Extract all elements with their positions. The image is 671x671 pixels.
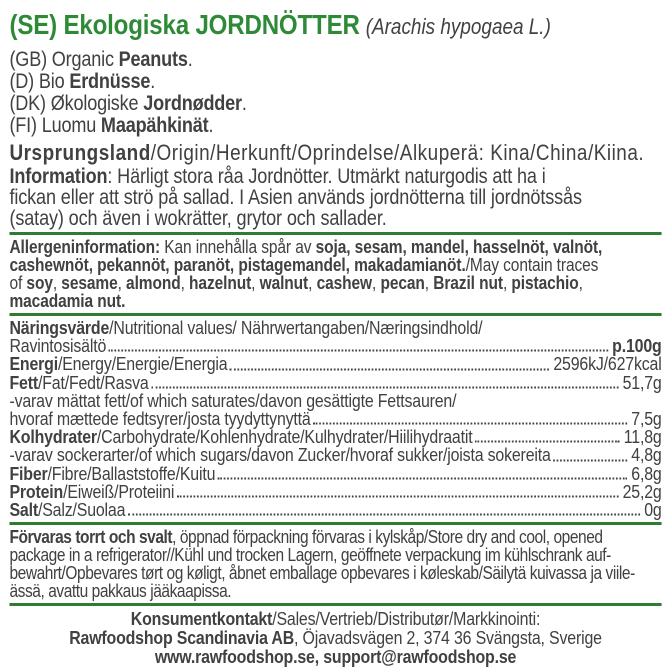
text-line: [9, 93, 661, 115]
text-segment: /Carbohydrate/Kohlenhydrate/Kulhydrater/Hiilihydraatit: [96, 426, 473, 448]
text-segment: -varav sockerarter/of which sugars/davon Zucker/hvoraf sukker/joista sokereita: [9, 444, 551, 466]
text-segment: soy: [26, 273, 53, 293]
information-paragraph: [9, 166, 661, 229]
text-segment: fickan eller att strö på sallad. I Asien används jordnötterna till jordnötssås: [9, 186, 582, 209]
text-segment: /Nutritional values/ Nährwertangaben/Næringsindhold/: [109, 317, 483, 338]
text-segment: cashew: [316, 273, 373, 293]
text-segment: .: [150, 70, 156, 93]
text-segment: /Fat/Fedt/Rasva: [37, 371, 149, 393]
dot-leader: [109, 350, 608, 352]
text-segment: Ravintosisältö: [9, 335, 107, 357]
text-segment: ,: [251, 273, 260, 293]
text-segment: /Salz/Suolaa: [37, 499, 126, 521]
nutrition-line: [9, 319, 661, 337]
text-segment: soja, sesam, mandel, hasselnöt, valnöt,: [315, 237, 603, 257]
nutrition-row: [9, 355, 661, 373]
text-segment: Maapähkinät: [100, 114, 209, 137]
text-line: [9, 71, 661, 93]
text-segment: walnut: [259, 273, 309, 293]
text-segment: Kolhydrater: [9, 426, 97, 448]
text-line: [9, 141, 661, 164]
text-line: [9, 166, 661, 187]
text-segment: package in a refrigerator//Kühl und trocken Lagern, geöffnete verpackung im kühlschrank auf-: [9, 545, 611, 566]
nutrition-value: 0g: [644, 499, 662, 521]
contact-info: [9, 609, 661, 666]
divider-rule: [9, 603, 661, 606]
text-segment: Fiber: [9, 462, 48, 484]
text-segment: Protein: [9, 480, 64, 502]
nutrition-value: 25,2g: [622, 480, 662, 502]
nutrition-value: 51,7g: [622, 371, 662, 393]
text-line: [9, 609, 661, 628]
text-segment: Ursprungsland: [9, 140, 151, 165]
dot-leader: [313, 423, 627, 425]
divider-rule: [9, 522, 661, 525]
nutrition-table: [9, 319, 661, 519]
nutrition-row: [9, 446, 661, 464]
text-line: [9, 582, 661, 600]
text-line: [9, 208, 661, 229]
nutrition-value: p.100g: [612, 335, 662, 357]
text-segment: ,: [578, 273, 583, 293]
text-line: [9, 238, 661, 256]
dot-leader: [553, 459, 627, 461]
nutrition-value: 11,8g: [623, 426, 662, 448]
text-segment: ,: [117, 273, 127, 293]
text-segment: /May contain traces: [465, 255, 599, 275]
dot-leader: [151, 386, 618, 388]
text-segment: ,: [502, 273, 512, 293]
text-line: [9, 292, 661, 310]
text-segment: Peanuts: [118, 48, 188, 71]
text-segment: almond: [126, 273, 181, 293]
text-segment: Förvaras torrt och svalt: [9, 527, 173, 548]
text-segment: Information: [9, 165, 108, 188]
nutrition-value: 6,8g: [631, 462, 662, 484]
text-segment: /Eiweiß/Proteiini: [63, 480, 175, 502]
text-line: [9, 274, 661, 292]
text-line: [9, 546, 661, 564]
text-segment: hazelnut: [189, 273, 252, 293]
text-segment: Näringsvärde: [9, 317, 110, 338]
nutrition-line: [9, 355, 661, 373]
text-segment: (FI) Luomu: [9, 114, 101, 137]
text-segment: cashewnöt, pekannöt, paranöt, pistagemandel, makadamianöt.: [9, 255, 466, 275]
text-segment: (D) Bio: [9, 70, 70, 93]
text-segment: ,: [308, 273, 317, 293]
text-segment: ,: [180, 273, 190, 293]
text-line: [9, 256, 661, 274]
text-line: [9, 564, 661, 582]
dot-leader: [218, 477, 627, 479]
text-segment: Fett: [9, 371, 38, 393]
text-line: [9, 115, 661, 137]
text-line: [9, 187, 661, 208]
nutrition-value: 7,5g: [631, 408, 662, 430]
text-segment: ,: [424, 273, 434, 293]
nutrition-value: 4,8g: [631, 444, 662, 466]
text-segment: .: [187, 48, 193, 71]
text-segment: ,: [372, 273, 381, 293]
text-segment: /Energy/Energie/Energia: [57, 353, 228, 375]
dot-leader: [128, 514, 640, 516]
text-segment: pecan: [380, 273, 425, 293]
text-segment: Salt: [9, 499, 38, 521]
text-segment: /Fibre/Ballaststoffe/Kuitu: [47, 462, 216, 484]
text-line: [9, 647, 661, 666]
text-segment: Rawfoodshop Scandinavia AB: [69, 627, 295, 649]
text-line: [9, 628, 661, 647]
text-segment: www.rawfoodshop.se, support@rawfoodshop.se: [154, 646, 517, 668]
allergen-info: [9, 238, 661, 310]
nutrition-line: [9, 446, 661, 464]
nutrition-line: [9, 501, 661, 519]
text-segment: Energi: [9, 353, 58, 375]
text-segment: Jordnødder: [143, 92, 242, 115]
text-segment: : Härligt stora råa Jordnötter. Utmärkt naturgodis att ha i: [107, 165, 546, 188]
product-title: [9, 10, 661, 45]
text-segment: sesame: [61, 273, 118, 293]
dot-leader: [230, 368, 549, 370]
text-segment: , Öjavadsvägen 2, 374 36 Svängsta, Sverige: [294, 627, 602, 649]
text-line: [9, 528, 661, 546]
storage-instructions: [9, 528, 661, 600]
text-segment: (DK) Økologiske: [9, 92, 144, 115]
origin-line: [9, 141, 661, 164]
text-segment: Allergeninformation:: [9, 237, 161, 257]
text-segment: (GB) Organic: [9, 48, 119, 71]
text-segment: of: [9, 273, 27, 293]
dot-leader: [475, 441, 619, 443]
text-segment: /Sales/Vertrieb/Distributør/Markkinointi:: [272, 608, 541, 630]
text-segment: ,: [52, 273, 62, 293]
text-segment: hvoraf mættede fedtsyrer/josta tyydyttynyttä: [9, 408, 311, 430]
nutrition-row: [9, 501, 661, 519]
text-segment: Kan innehålla spår av: [160, 237, 316, 257]
text-segment: (satay) och även i wokrätter, grytor och sallader.: [9, 207, 387, 230]
divider-rule: [9, 313, 661, 316]
text-segment: , öppnad förpackning förvaras i kylskåp/Store dry and cool, opened: [172, 527, 603, 548]
text-segment: -varav mättat fett/of which saturates/davon gesättigte Fettsauren/: [9, 389, 457, 411]
text-segment: macadamia nut.: [9, 291, 126, 311]
product-names-list: [9, 49, 661, 137]
text-segment: ässä, avattu pakkaus jääkaapissa.: [9, 581, 232, 602]
divider-rule: [9, 232, 661, 235]
dot-leader: [177, 496, 618, 498]
text-segment: Brazil nut: [433, 273, 503, 293]
text-segment: Erdnüsse: [69, 70, 151, 93]
text-segment: Konsumentkontakt: [130, 608, 273, 630]
text-line: [9, 49, 661, 71]
product-title-swedish: (SE) Ekologiska JORDNÖTTER: [9, 9, 360, 40]
nutrition-row: [9, 319, 661, 355]
text-segment: .: [241, 92, 247, 115]
nutrition-value: 2596kJ/627kcal: [553, 353, 662, 375]
product-title-latin-name: (Arachis hypogaea L.): [365, 14, 551, 39]
text-segment: bewahrt/Opbevares tørt og køligt, åbnet emballage opbevares i køleskab/Säilytä kuivassa ja viile-: [9, 563, 635, 584]
nutrition-row: [9, 389, 662, 430]
text-segment: /Origin/Herkunft/Oprindelse/Alkuperä: Kina/China/Kiina.: [150, 140, 645, 165]
text-segment: .: [208, 114, 214, 137]
text-segment: pistachio: [511, 273, 579, 293]
